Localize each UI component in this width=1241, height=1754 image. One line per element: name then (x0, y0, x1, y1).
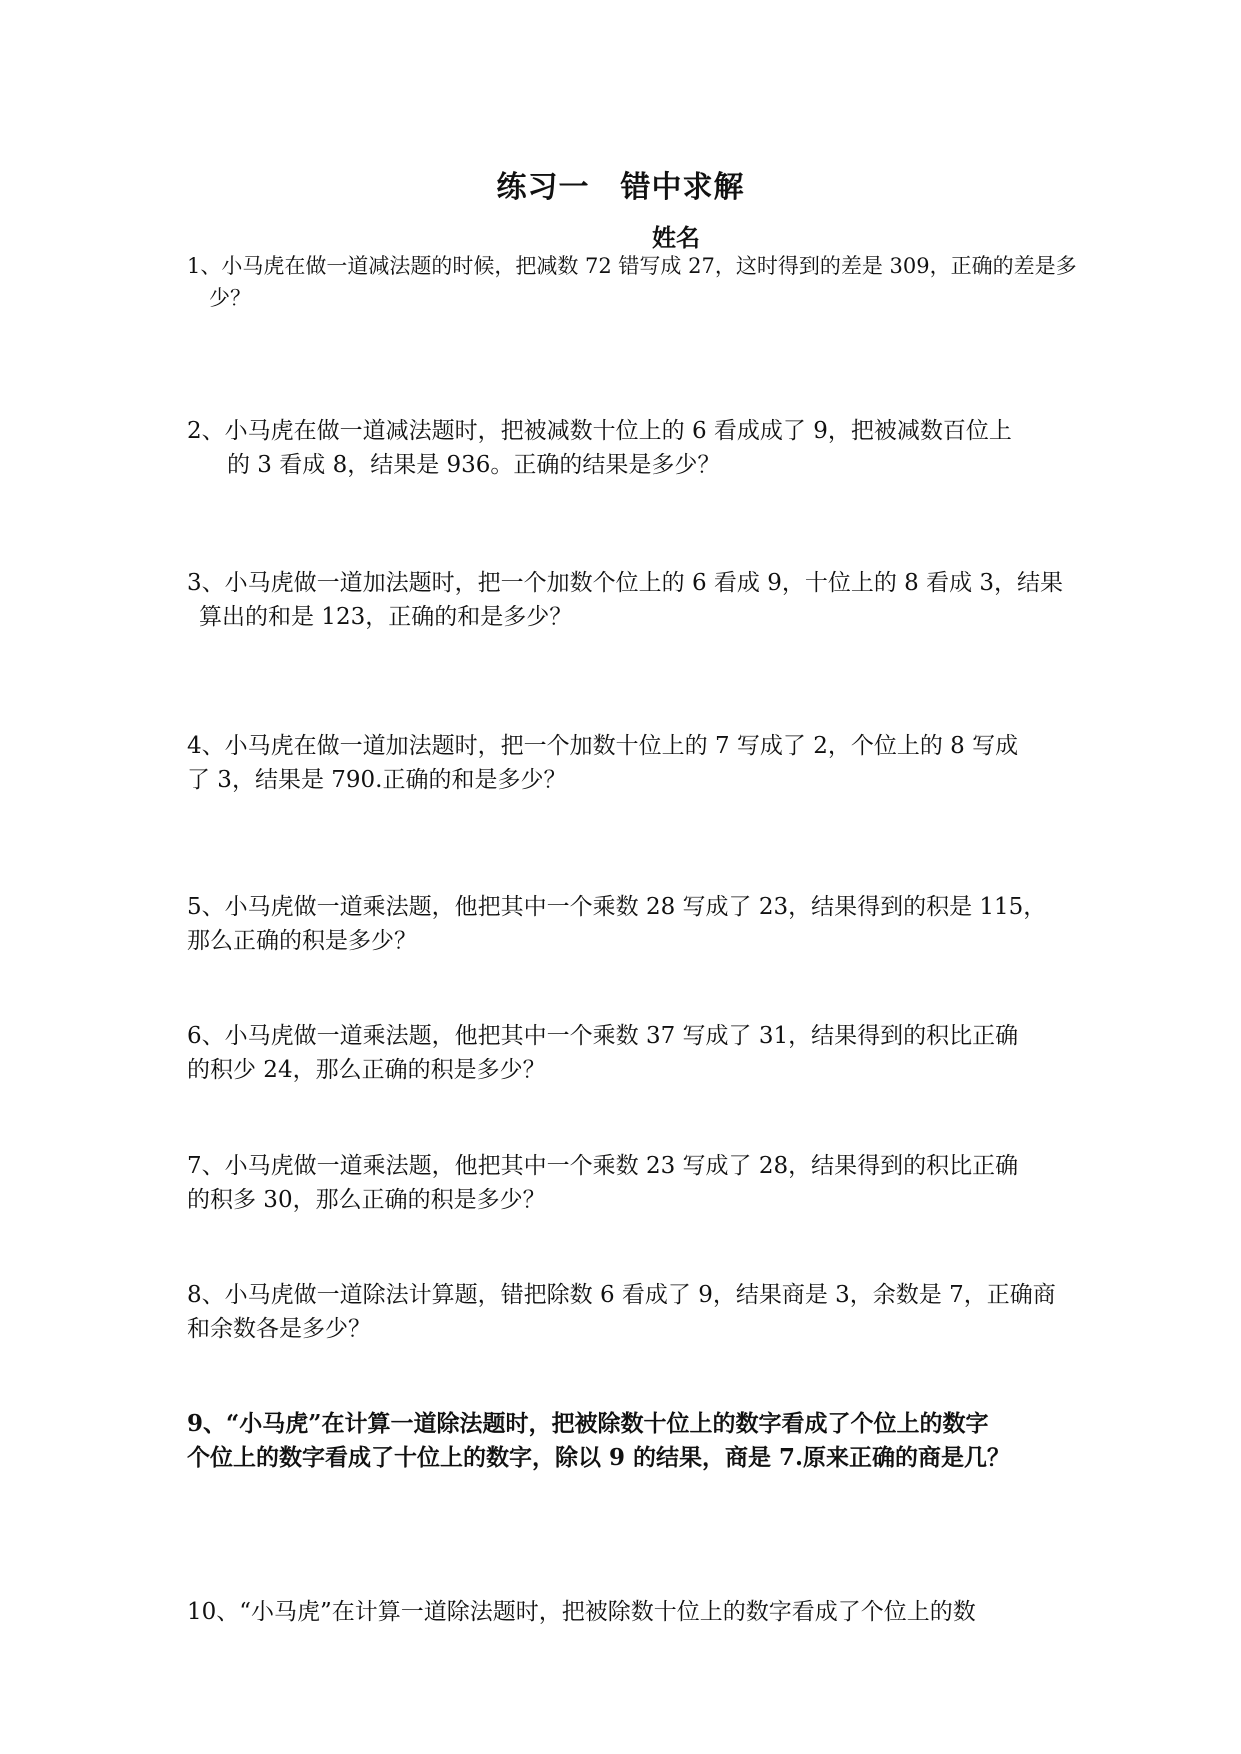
page-title: 练习一 错中求解 (496, 170, 745, 205)
question-2-line-2: 的 3 看成 8，结果是 936。正确的结果是多少？ (227, 452, 721, 478)
question-4-line-1: 4、小马虎在做一道加法题时，把一个加数十位上的 7 写成了 2，个位上的 8 写成 (187, 733, 1019, 759)
question-2 (187, 414, 1057, 482)
question-1 (187, 250, 1077, 314)
question-9-line-2: 个位上的数字看成了十位上的数字，除以 9 的结果，商是 7.原来正确的商是几？ (187, 1444, 1011, 1471)
question-6-line-2: 的积少 24，那么正确的积是多少？ (187, 1057, 546, 1083)
question-4-line-2: 了 3，结果是 790.正确的和是多少？ (187, 767, 567, 793)
question-7-line-2: 的积多 30，那么正确的积是多少？ (187, 1187, 546, 1213)
question-1-line-1: 1、小马虎在做一道减法题的时候，把减数 72 错写成 27，这时得到的差是 309，正确的差是多 (187, 254, 1077, 278)
question-9-line-1: 9、“小马虎”在计算一道除法题时，把被除数十位上的数字看成了个位上的数字 (187, 1410, 989, 1437)
question-9 (187, 1407, 1057, 1475)
question-8-line-1: 8、小马虎做一道除法计算题，错把除数 6 看成了 9，结果商是 3，余数是 7，正确商 (187, 1282, 1056, 1308)
question-7-line-1: 7、小马虎做一道乘法题，他把其中一个乘数 23 写成了 28，结果得到的积比正确 (187, 1153, 1019, 1179)
question-8-line-2: 和余数各是多少？ (187, 1316, 371, 1342)
question-1-line-2: 少？ (209, 286, 251, 310)
name-label: 姓名 (652, 223, 700, 252)
question-2-line-1: 2、小马虎在做一道减法题时，把被减数十位上的 6 看成成了 9，把被减数百位上 (187, 418, 1012, 444)
question-4 (187, 729, 1057, 797)
question-3 (187, 566, 1064, 634)
question-5-line-1: 5、小马虎做一道乘法题，他把其中一个乘数 28 写成了 23，结果得到的积是 115， (187, 894, 1047, 920)
question-10-line-1: 10、“小马虎”在计算一道除法题时，把被除数十位上的数字看成了个位上的数 (187, 1599, 976, 1625)
question-3-line-1: 3、小马虎做一道加法题时，把一个加数个位上的 6 看成 9，十位上的 8 看成 3，结果 (187, 570, 1064, 596)
question-8 (187, 1278, 1057, 1346)
question-10 (187, 1595, 1057, 1629)
question-7 (187, 1149, 1057, 1217)
question-6-line-1: 6、小马虎做一道乘法题，他把其中一个乘数 37 写成了 31，结果得到的积比正确 (187, 1023, 1019, 1049)
question-6 (187, 1019, 1057, 1087)
question-5-line-2: 那么正确的积是多少？ (187, 928, 417, 954)
question-3-line-2: 算出的和是 123，正确的和是多少？ (199, 604, 573, 630)
question-5 (187, 890, 1057, 958)
